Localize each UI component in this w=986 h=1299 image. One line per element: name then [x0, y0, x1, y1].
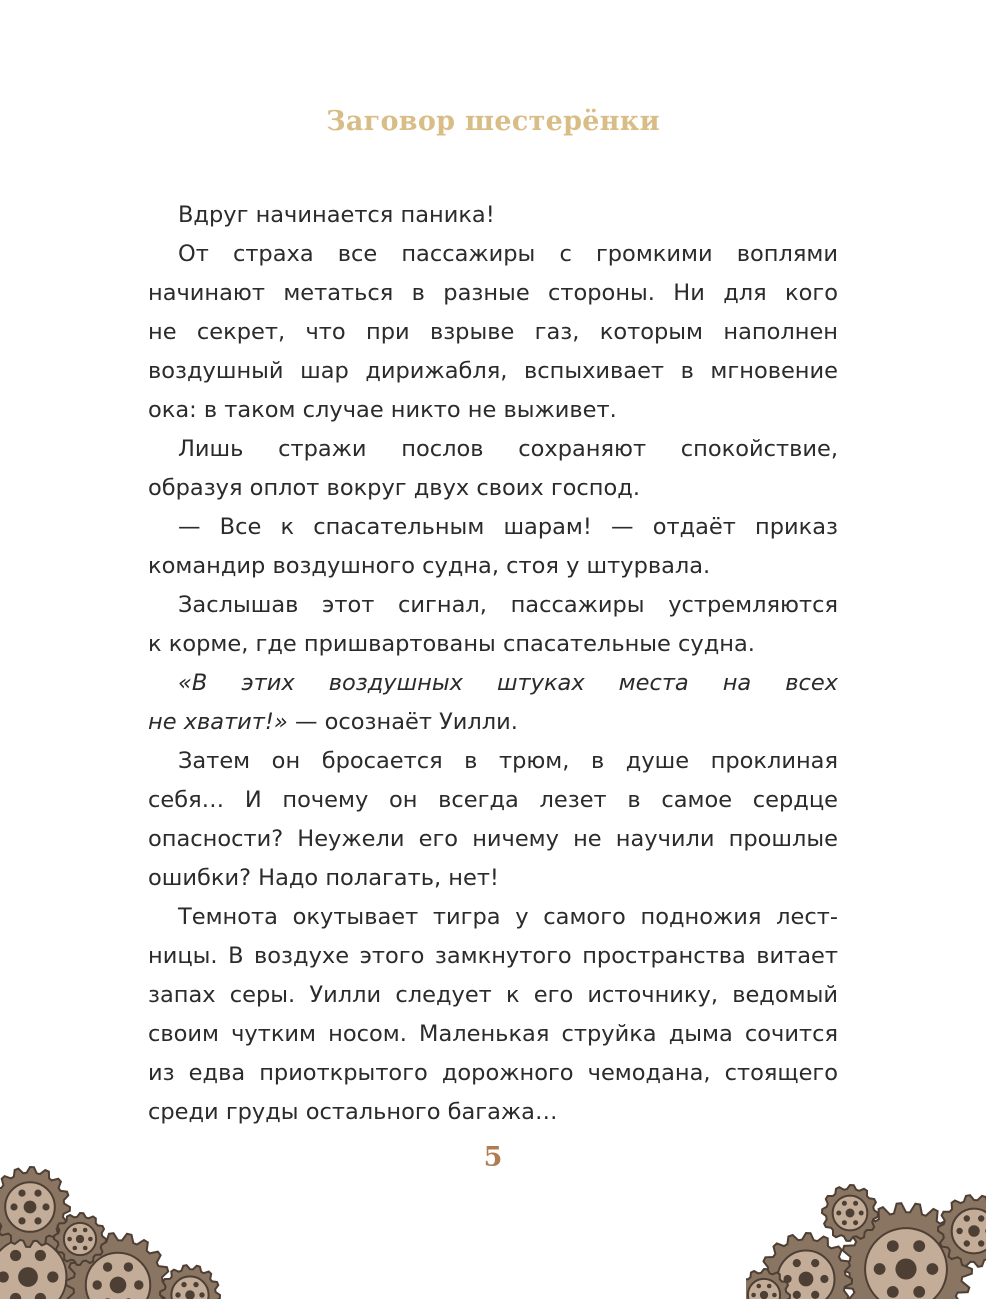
- gear-icon: [160, 1265, 220, 1299]
- text-line: Затем он бросается в трюм, в душе проклиная: [178, 748, 838, 774]
- text-line: Вдруг начинается паника!: [178, 202, 495, 228]
- text-line: ошибки? Надо полагать, нет!: [148, 865, 499, 891]
- text-line: среди груды остального багажа…: [148, 1099, 558, 1125]
- italic-fragment: не хватит!»: [148, 709, 288, 735]
- text-line: Темнота окутывает тигра у самого подножия лест-: [178, 904, 838, 930]
- text-line: не секрет, что при взрыве газ, которым наполнен: [148, 319, 838, 345]
- text-fragment: — осознаёт Уилли.: [287, 709, 518, 735]
- text-line: Заслышав этот сигнал, пассажиры устремляются: [178, 592, 838, 618]
- text-line: образуя оплот вокруг двух своих господ.: [148, 475, 640, 501]
- text-line: командир воздушного судна, стоя у штурвала.: [148, 553, 711, 579]
- text-line: опасности? Неужели его ничему не научили прошлые: [148, 826, 838, 852]
- text-line-italic: «В этих воздушных штуках места на всех: [178, 670, 838, 696]
- text-line: [148, 703, 838, 742]
- text-line: к корме, где пришвартованы спасательные судна.: [148, 631, 755, 657]
- page-number: 5: [483, 1142, 503, 1173]
- text-line: запах серы. Уилли следует к его источнику, ведомый: [148, 982, 838, 1008]
- text-line: своим чутким носом. Маленькая струйка дыма сочится: [148, 1021, 838, 1047]
- text-line: из едва приоткрытого дорожного чемодана, стоящего: [148, 1060, 838, 1086]
- gears-cluster-icon: [0, 1099, 230, 1299]
- text-line: себя… И почему он всегда лезет в самое сердце: [148, 787, 838, 813]
- gears-cluster-icon: [746, 1149, 986, 1299]
- text-line: начинают метаться в разные стороны. Ни для кого: [148, 280, 838, 306]
- text-line: От страха все пассажиры с громкими воплями: [178, 241, 838, 267]
- text-line: ницы. В воздухе этого замкнутого пространства витает: [148, 943, 838, 969]
- text-line: воздушный шар дирижабля, вспыхивает в мгновение: [148, 358, 838, 384]
- chapter-title: Заговор шестерёнки: [326, 106, 660, 137]
- text-line: — Все к спасательным шарам! — отдаёт приказ: [178, 514, 838, 540]
- body-text: [148, 196, 838, 1132]
- text-line: Лишь стражи послов сохраняют спокойствие,: [178, 436, 838, 462]
- text-line: ока: в таком случае никто не выживет.: [148, 397, 617, 423]
